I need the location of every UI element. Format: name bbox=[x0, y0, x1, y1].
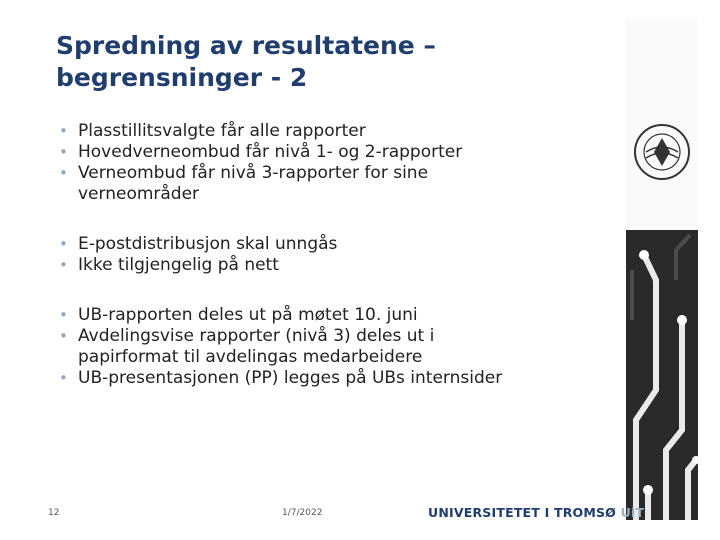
bullet-text: Avdelingsvise rapporter (nivå 3) deles ut i bbox=[78, 326, 435, 346]
bullet-marker: • bbox=[59, 306, 68, 324]
bullet-text: Plasstillitsvalgte får alle rapporter bbox=[78, 121, 366, 141]
university-seal-icon bbox=[632, 122, 692, 182]
bullet-text-cont: verneområder bbox=[78, 184, 200, 204]
bullet-text: Hovedverneombud får nivå 1- og 2-rapporter bbox=[78, 142, 463, 162]
bullet-group-1 bbox=[56, 121, 616, 205]
wordmark-suffix: UiT bbox=[620, 505, 645, 520]
bullet-item bbox=[56, 305, 616, 326]
bullet-item bbox=[56, 142, 616, 163]
bullet-item bbox=[56, 234, 616, 255]
bullet-text: UB-presentasjonen (PP) legges på UBs internsider bbox=[78, 368, 503, 388]
university-wordmark bbox=[428, 505, 644, 520]
bullet-group-2 bbox=[56, 234, 616, 276]
bullet-text: Ikke tilgjengelig på nett bbox=[78, 255, 279, 275]
bullet-item bbox=[56, 326, 616, 368]
bullet-item bbox=[56, 163, 616, 205]
decorative-side-strip bbox=[626, 20, 698, 520]
bullet-marker: • bbox=[59, 256, 68, 274]
bullet-text-cont: papirformat til avdelingas medarbeidere bbox=[78, 347, 423, 367]
bullet-marker: • bbox=[59, 143, 68, 161]
bullet-item bbox=[56, 121, 616, 142]
bullet-text: UB-rapporten deles ut på møtet 10. juni bbox=[78, 305, 418, 325]
title-line-2: begrensninger - 2 bbox=[56, 63, 308, 92]
page-number: 12 bbox=[48, 508, 60, 518]
bullet-marker: • bbox=[59, 369, 68, 387]
bullet-marker: • bbox=[59, 327, 68, 345]
bullet-item bbox=[56, 368, 616, 389]
slide-title bbox=[56, 30, 576, 94]
wordmark-main: UNIVERSITETET I TROMSØ bbox=[428, 505, 617, 520]
bullet-item bbox=[56, 255, 616, 276]
slide-date: 1/7/2022 bbox=[282, 508, 323, 518]
bullet-marker: • bbox=[59, 122, 68, 140]
bullet-text: E-postdistribusjon skal unngås bbox=[78, 234, 338, 254]
bullet-text: Verneombud får nivå 3-rapporter for sine bbox=[78, 163, 429, 183]
circuit-pattern bbox=[626, 20, 698, 520]
bullet-group-3 bbox=[56, 305, 616, 389]
bullet-list bbox=[56, 121, 616, 418]
bullet-marker: • bbox=[59, 235, 68, 253]
bullet-marker: • bbox=[59, 164, 68, 182]
title-line-1: Spredning av resultatene – bbox=[56, 31, 436, 60]
